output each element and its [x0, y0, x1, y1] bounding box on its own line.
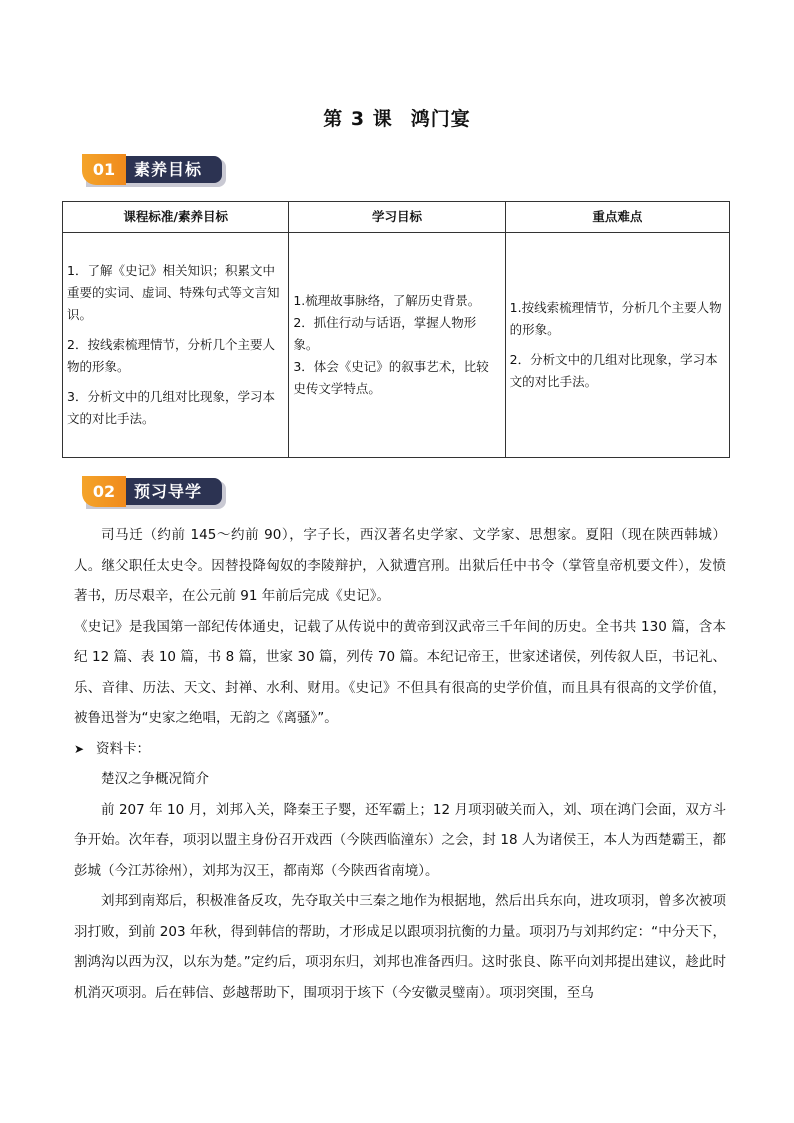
- cell-key-points: [505, 233, 729, 458]
- section-label: 预习导学: [134, 482, 203, 501]
- section-label: 素养目标: [134, 160, 203, 179]
- material-card-title: 楚汉之争概况简介: [101, 771, 209, 787]
- goals-table: [62, 201, 730, 458]
- cell-learning-goals: [289, 233, 505, 458]
- list-item: 2．按线索梳理情节，分析几个主要人物的形象。: [67, 337, 275, 374]
- lesson-name: 鸿门宴: [410, 108, 471, 130]
- material-card-line: [74, 734, 726, 765]
- paragraph-shiji: 《史记》是我国第一部纪传体通史，记载了从传说中的黄帝到汉武帝三千年间的历史。全书共 130 篇，含本纪 12 篇、表 10 篇，书 8 篇，世家 30 篇，列传 70 篇。本纪记帝王，世家述诸侯，列传叙人臣，书记礼、乐、音律、历法、天文、封禅、水利、财用。《史记》不但具有很高的史学价值，而且具有很高的文学价值，被鲁迅誉为“史家之绝唱，无韵之《离骚》”。: [74, 618, 726, 726]
- page-title: [0, 104, 794, 131]
- section-number: 02: [82, 476, 126, 507]
- section-badge-preview: [82, 476, 226, 509]
- header-learning-goals: 学习目标: [289, 202, 505, 233]
- lesson-number: 第 3 课: [323, 108, 393, 130]
- paragraph-history-2: 刘邦到南郑后，积极准备反攻，先夺取关中三秦之地作为根据地，然后出兵东向，进攻项羽，曾多次被项羽打败，到前 203 年秋，得到韩信的帮助，才形成足以跟项羽抗衡的力量。项羽乃与刘邦约定：“中分天下，割鸿沟以西为汉，以东为楚。”定约后，项羽东归，刘邦也准备西归。这时张良、陈平向刘邦提出建议，趁此时机消灭项羽。后在韩信、彭越帮助下，围项羽于垓下（今安徽灵璧南）。项羽突围，至乌: [74, 893, 726, 1001]
- cell-standards: [63, 233, 289, 458]
- table-row: [63, 233, 730, 458]
- preview-text: [74, 520, 726, 1008]
- paragraph-author: 司马迁（约前 145～约前 90），字子长，西汉著名史学家、文学家、思想家。夏阳（现在陕西韩城）人。继父职任太史令。因替投降匈奴的李陵辩护，入狱遭宫刑。出狱后任中书令（掌管皇帝机要文件），发愤著书，历尽艰辛，在公元前 91 年前后完成《史记》。: [74, 527, 726, 604]
- material-card-label: 资料卡：: [96, 740, 150, 757]
- list-item: 1.按线索梳理情节，分析几个主要人物的形象。: [509, 300, 722, 337]
- paragraph-history-1: 前 207 年 10 月，刘邦入关，降秦王子婴，还军霸上；12 月项羽破关而入，刘、项在鸿门会面，双方斗争开始。次年春，项羽以盟主身份召开戏西（今陕西临潼东）之会，封 18 人为诸侯王，本人为西楚霸王，都彭城（今江苏徐州），刘邦为汉王，都南郑（今陕西省南境）。: [74, 801, 726, 879]
- header-standards: 课程标准/素养目标: [63, 202, 289, 233]
- header-key-points: 重点难点: [505, 202, 729, 233]
- list-item: 1.梳理故事脉络，了解历史背景。: [293, 293, 481, 308]
- section-number: 01: [82, 154, 126, 185]
- list-item: 3．分析文中的几组对比现象，学习本文的对比手法。: [67, 389, 275, 426]
- list-item: 2．抓住行动与话语，掌握人物形象。: [293, 315, 477, 352]
- list-item: 2．分析文中的几组对比现象，学习本文的对比手法。: [509, 352, 718, 389]
- list-item: 1．了解《史记》相关知识；积累文中重要的实词、虚词、特殊句式等文言知识。: [67, 263, 280, 322]
- section-badge-goals: [82, 154, 226, 187]
- arrow-bullet-icon: ➤: [74, 741, 85, 756]
- table-header-row: [63, 202, 730, 233]
- list-item: 3．体会《史记》的叙事艺术，比较史传文学特点。: [293, 359, 489, 396]
